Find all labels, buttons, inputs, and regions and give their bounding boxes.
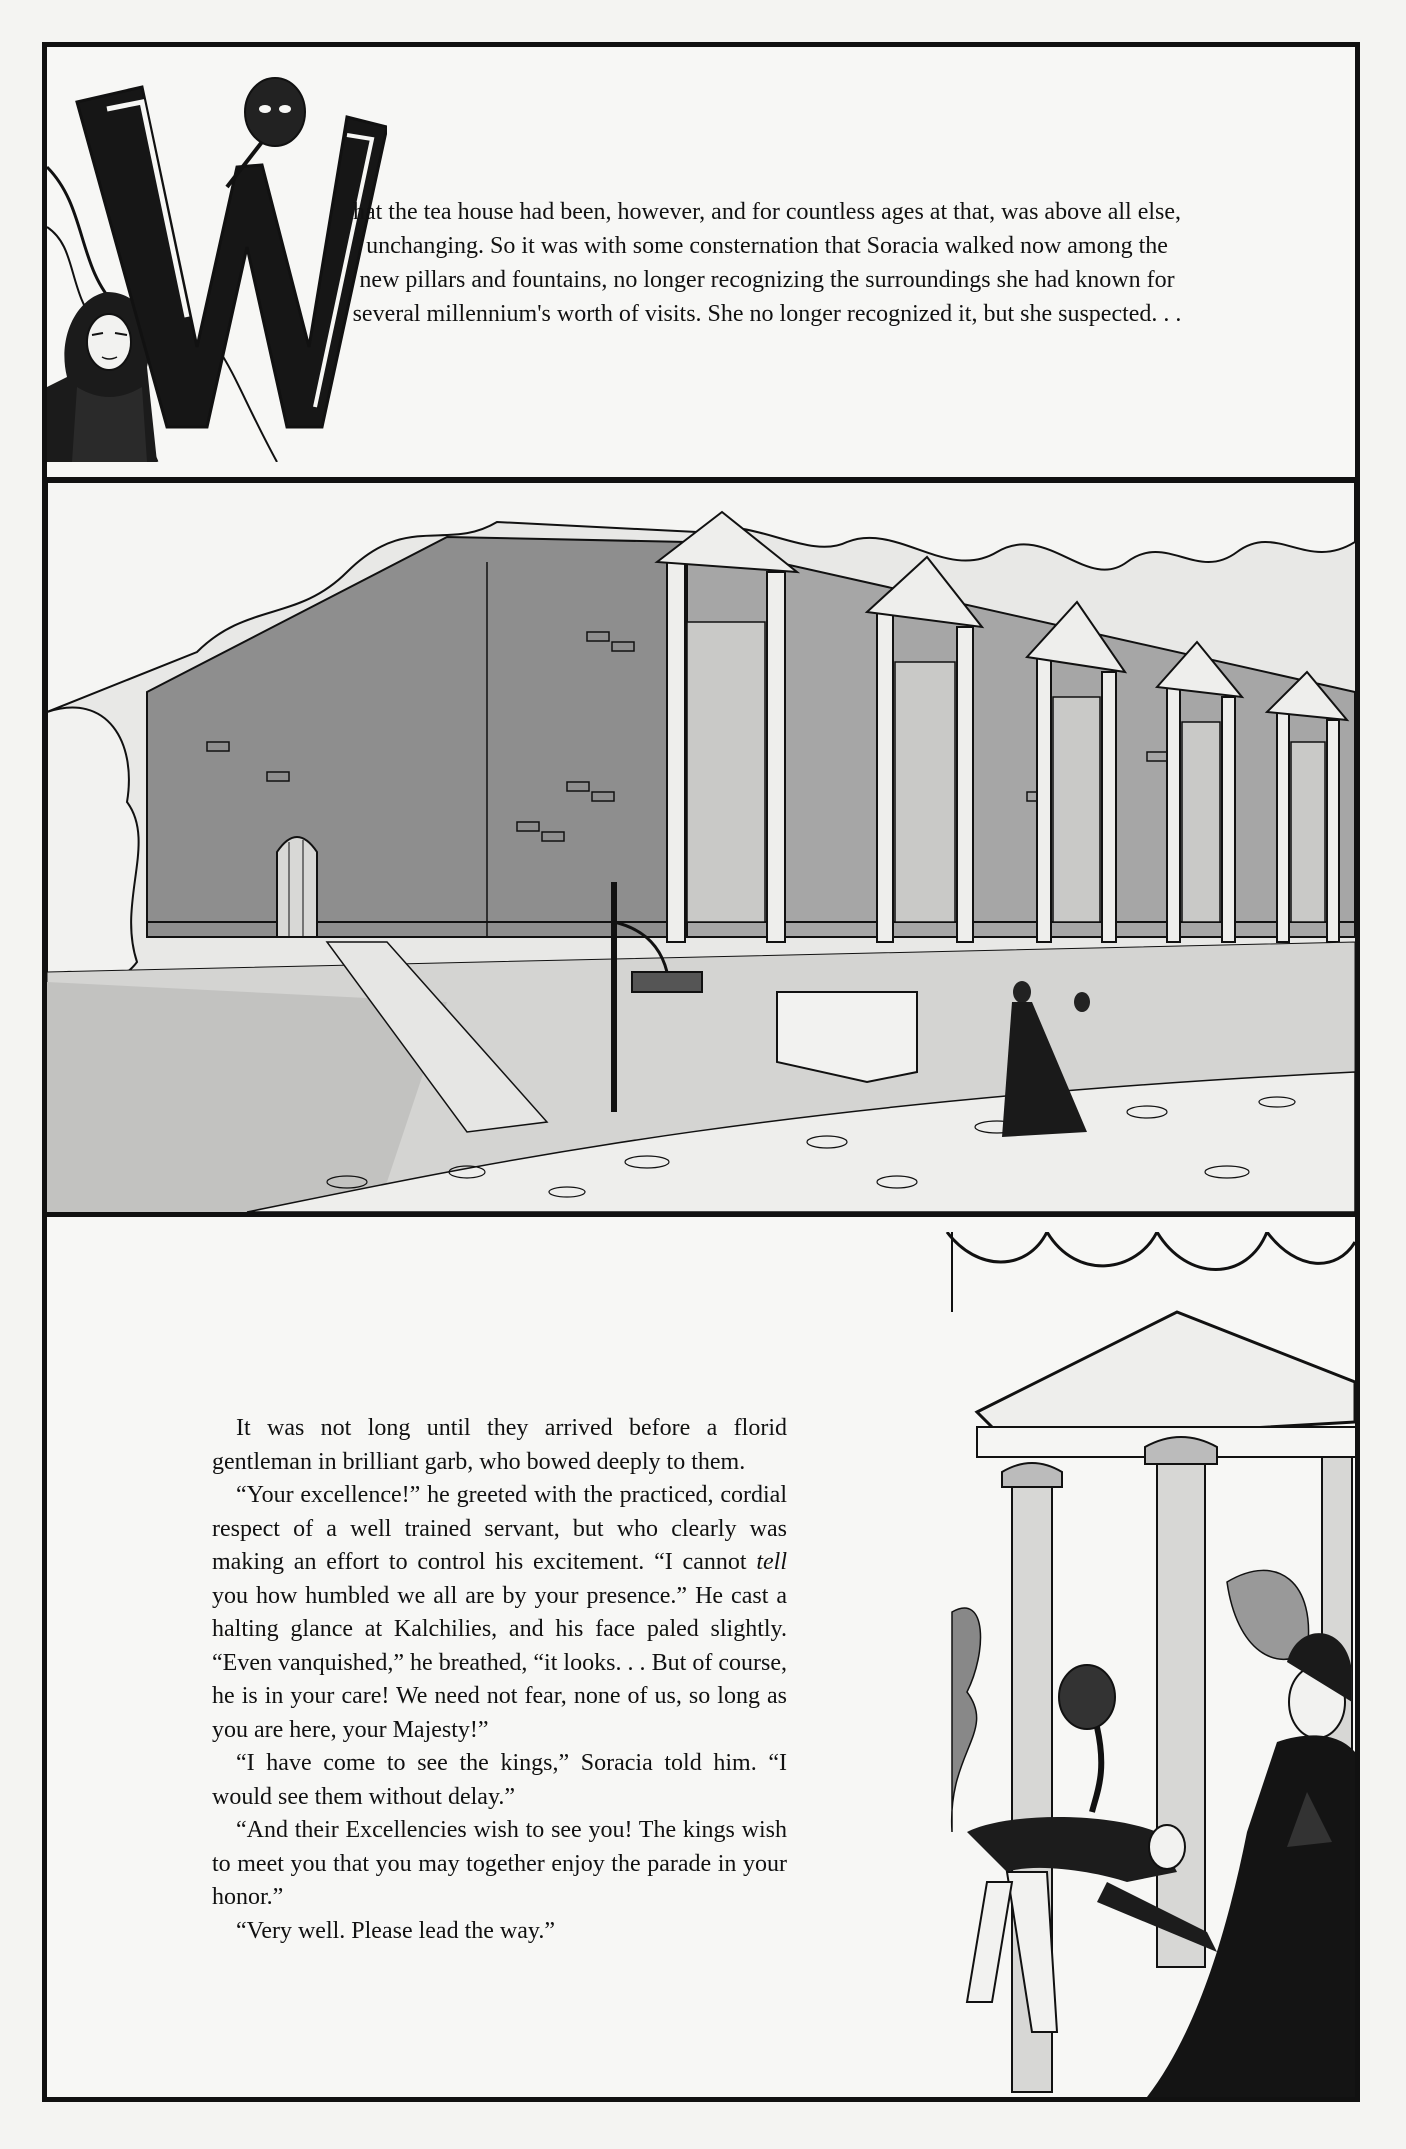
story-paragraph-2: [212, 1479, 787, 1747]
story-paragraph-5: “Very well. Please lead the way.”: [236, 1917, 555, 1944]
story-text: [212, 1412, 787, 1948]
intro-paragraph: [347, 195, 1187, 331]
courtyard-illustration: [47, 482, 1355, 1212]
story-paragraph-1: It was not long until they arrived before a florid gentleman in brilliant garb, who bowed deeply to them.: [212, 1415, 787, 1475]
story-paragraph-2-part-b: you how humbled we all are by your presence.” He cast a halting glance at Kalchilies, and his face paled slightly. “Even vanquished,” he breathed, “it looks. . . But of course, he is in your care! We need not fear, none of us, so long as you are here, your Majesty!”: [212, 1582, 787, 1743]
intro-panel: [47, 47, 1355, 462]
story-emphasis-tell: tell: [756, 1549, 787, 1575]
intro-text: hat the tea house had been, however, and for countless ages at that, was above all else, unchanging. So it was with some consternation that Soracia walked now among the new pillars and fountains, no longer recognizing the surroundings she had known for several millennium's worth of visits. She no longer recognized it, but she suspected. . .: [352, 199, 1182, 327]
story-paragraph-3: “I have come to see the kings,” Soracia told him. “I would see them without delay.”: [212, 1750, 787, 1810]
courtyard-illustration-panel: [47, 477, 1355, 1217]
story-panel: [47, 1232, 1355, 2097]
story-paragraph-4: “And their Excellencies wish to see you! The kings wish to meet you that you may together enjoy the parade in your honor.”: [212, 1817, 787, 1910]
comic-page: [42, 42, 1360, 2102]
drop-cap-illustration: [47, 47, 387, 462]
story-paragraph-2-part-a: “Your excellence!” he greeted with the practiced, cordial respect of a well trained servant, but who clearly was making an effort to control his excitement. “I cannot: [212, 1482, 787, 1575]
